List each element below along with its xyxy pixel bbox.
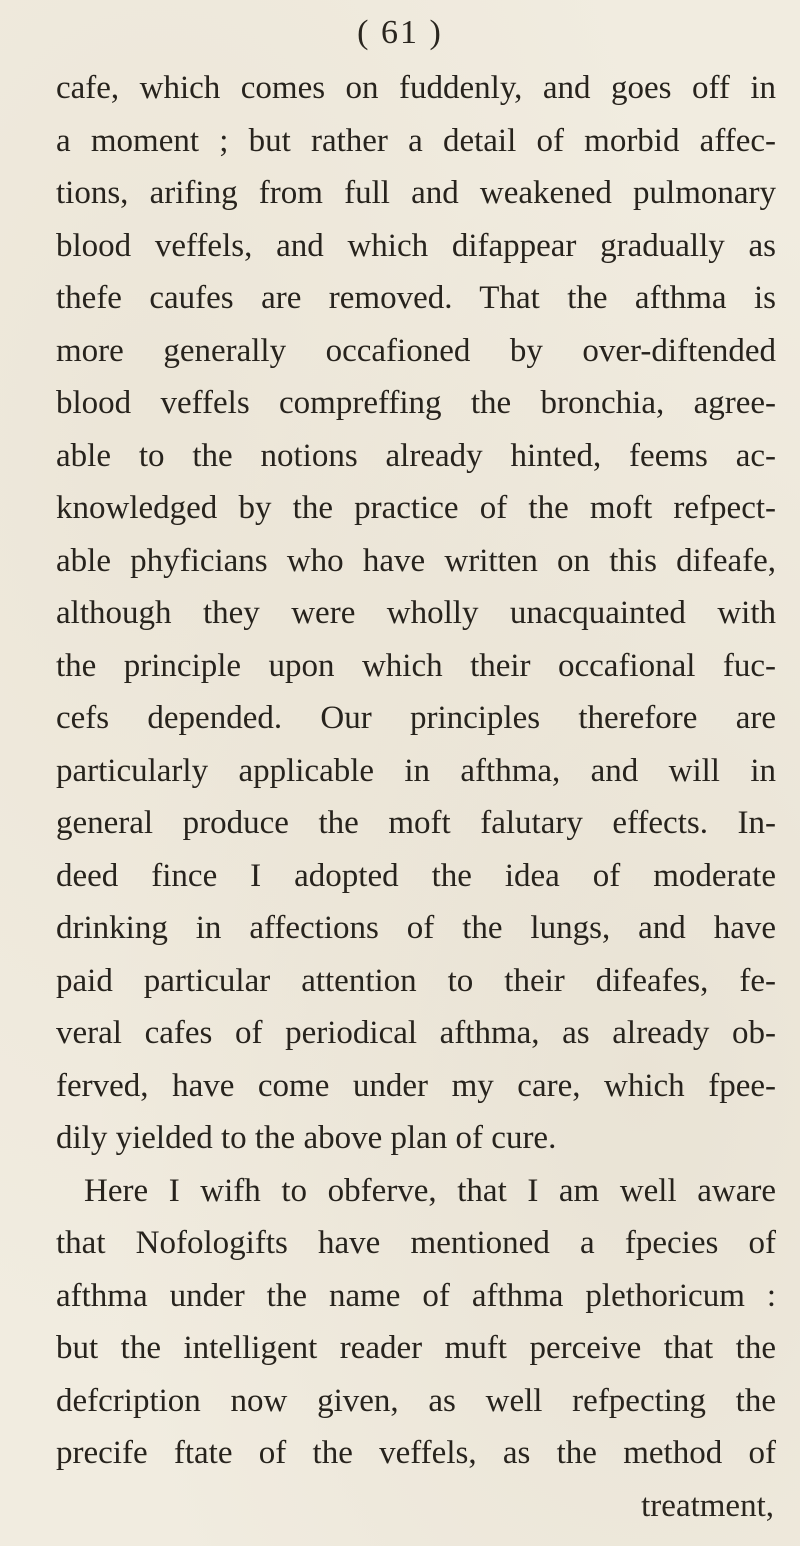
- text-line: that Nofologifts have mentioned a fpecies of: [56, 1225, 776, 1261]
- catchword: treatment,: [641, 1488, 774, 1524]
- text-line: blood veffels compreffing the bronchia, agree-: [56, 385, 776, 421]
- text-line: defcription now given, as well refpecting the: [56, 1382, 776, 1419]
- text-line: thefe caufes are removed. That the afthma is: [56, 280, 776, 316]
- text-line: a moment ; but rather a detail of morbid affec-: [56, 122, 776, 159]
- text-line: afthma under the name of afthma plethoricum :: [56, 1277, 776, 1314]
- paragraph-end-line: dily yielded to the above plan of cure.: [56, 1120, 557, 1156]
- text-line: paid particular attention to their difeafes, fe-: [56, 962, 776, 999]
- text-line: precife ftate of the veffels, as the method of: [56, 1435, 776, 1471]
- text-line: able to the notions already hinted, feems ac-: [56, 437, 776, 474]
- text-line: cafe, which comes on fuddenly, and goes off in: [56, 70, 776, 106]
- text-line: although they were wholly unacquainted with: [56, 595, 776, 631]
- body-text: [56, 62, 776, 1480]
- text-line: able phyficians who have written on this difeafe,: [56, 542, 776, 579]
- text-line: the principle upon which their occafional fuc-: [56, 647, 776, 684]
- text-line: knowledged by the practice of the moft refpect-: [56, 490, 776, 526]
- text-line: ferved, have come under my care, which fpee-: [56, 1067, 776, 1104]
- text-line: veral cafes of periodical afthma, as already ob-: [56, 1015, 776, 1051]
- text-line: but the intelligent reader muft perceive that the: [56, 1330, 776, 1366]
- page-number: ( 61 ): [357, 14, 443, 51]
- text-line: drinking in affections of the lungs, and have: [56, 910, 776, 946]
- text-line: general produce the moft falutary effects. In-: [56, 805, 776, 841]
- text-line: particularly applicable in afthma, and will in: [56, 752, 776, 789]
- paragraph-start-line: Here I wifh to obferve, that I am well aware: [84, 1172, 776, 1209]
- text-line: cefs depended. Our principles therefore are: [56, 700, 776, 736]
- text-line: blood veffels, and which difappear gradually as: [56, 227, 776, 264]
- text-line: deed fince I adopted the idea of moderate: [56, 857, 776, 894]
- text-line: more generally occafioned by over-diftended: [56, 332, 776, 369]
- text-line: tions, arifing from full and weakened pulmonary: [56, 175, 776, 211]
